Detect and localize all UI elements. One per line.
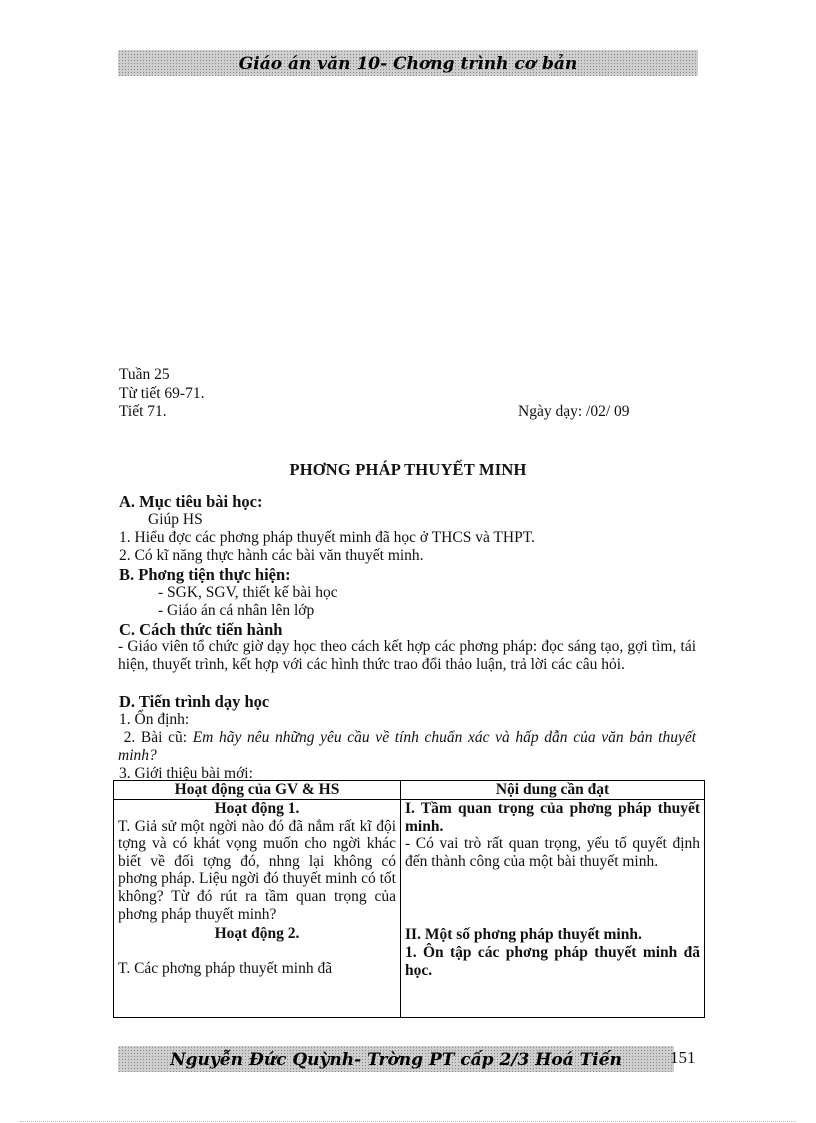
header-band — [118, 50, 698, 76]
activities-cell — [114, 800, 401, 1018]
period-label: Tiết 71. — [119, 403, 167, 420]
page-number: 151 — [670, 1048, 696, 1067]
section-d-item3: 3. Giới thiệu bài mới: — [119, 765, 253, 782]
activity-1-heading: Hoạt động 1. — [214, 800, 300, 817]
section-d-heading: D. Tiến trình dạy học — [119, 692, 270, 711]
content-heading-1: I. Tầm quan trọng của phơng pháp thuyết minh. — [405, 800, 700, 835]
teaching-date: Ngày dạy: /02/ 09 — [518, 403, 630, 420]
section-a-help: Giúp HS — [148, 511, 203, 528]
page-bottom-divider — [20, 1121, 796, 1122]
section-b-item2: - Giáo án cá nhân lên lớp — [158, 602, 315, 619]
old-lesson-question: Em hãy nêu những yêu cầu về tính chuẩn xác và hấp dẫn của văn bản thuyết minh? — [118, 729, 697, 764]
section-a-item1: 1. Hiểu đợc các phơng pháp thuyết minh đã học ở THCS và THPT. — [119, 529, 535, 546]
activity-1-text: T. Giả sử một ngời nào đó đã nắm rất kĩ đội tợng và có khát vọng muốn cho ngời khác biết về đối tợng đó, nhng lại không có phơng pháp. Liệu ngời đó thuyết minh có tốt không? Từ đó rút ra tầm quan trọng của phơng pháp thuyết minh? — [118, 817, 396, 923]
content-heading-3: 1. Ôn tập các phơng pháp thuyết minh đã học. — [405, 943, 700, 979]
col-header-activities: Hoạt động của GV & HS — [114, 781, 401, 800]
section-a-heading: A. Mục tiêu bài học: — [119, 492, 263, 511]
content-heading-2: II. Một số phơng pháp thuyết minh. — [405, 926, 642, 944]
section-b-item1: - SGK, SGV, thiết kế bài học — [158, 584, 338, 601]
section-a-item2: 2. Có kĩ năng thực hành các bài văn thuyết minh. — [119, 547, 424, 564]
activity-2-heading: Hoạt động 2. — [214, 925, 300, 943]
document-title: PHƠNG PHÁP THUYẾT MINH — [289, 460, 527, 479]
lesson-table — [113, 780, 705, 1018]
section-d-item1: 1. Ổn định: — [119, 711, 190, 728]
content-text-1: - Có vai trò rất quan trọng, yếu tố quyết định đến thành công của một bài thuyết minh. — [405, 835, 700, 870]
content-cell — [401, 800, 705, 1018]
old-lesson-label: 2. Bài cũ: — [123, 729, 188, 746]
from-period-label: Từ tiết 69-71. — [119, 385, 205, 402]
header-text: Giáo án văn 10- Chơng trình cơ bản — [238, 54, 578, 74]
table-row — [114, 800, 705, 1018]
footer-text: Nguyễn Đức Quỳnh- Trờng PT cấp 2/3 Hoá Tiến — [170, 1050, 622, 1070]
section-c-text: - Giáo viên tổ chức giờ dạy học theo cách kết hợp các phơng pháp: đọc sáng tạo, gợi tìm, tái hiện, thuyết trình, kết hợp với các hình thức trao đổi thảo luận, trả lời các câu hỏi. — [118, 638, 696, 673]
week-label: Tuần 25 — [119, 366, 170, 383]
footer-band — [118, 1046, 674, 1072]
section-c-heading: C. Cách thức tiến hành — [119, 620, 283, 639]
section-b-heading: B. Phơng tiện thực hiện: — [119, 565, 291, 584]
col-header-content: Nội dung cần đạt — [401, 781, 705, 800]
section-d-item2 — [118, 729, 696, 765]
table-header-row — [114, 781, 705, 800]
activity-2-text: T. Các phơng pháp thuyết minh đã — [118, 959, 333, 977]
